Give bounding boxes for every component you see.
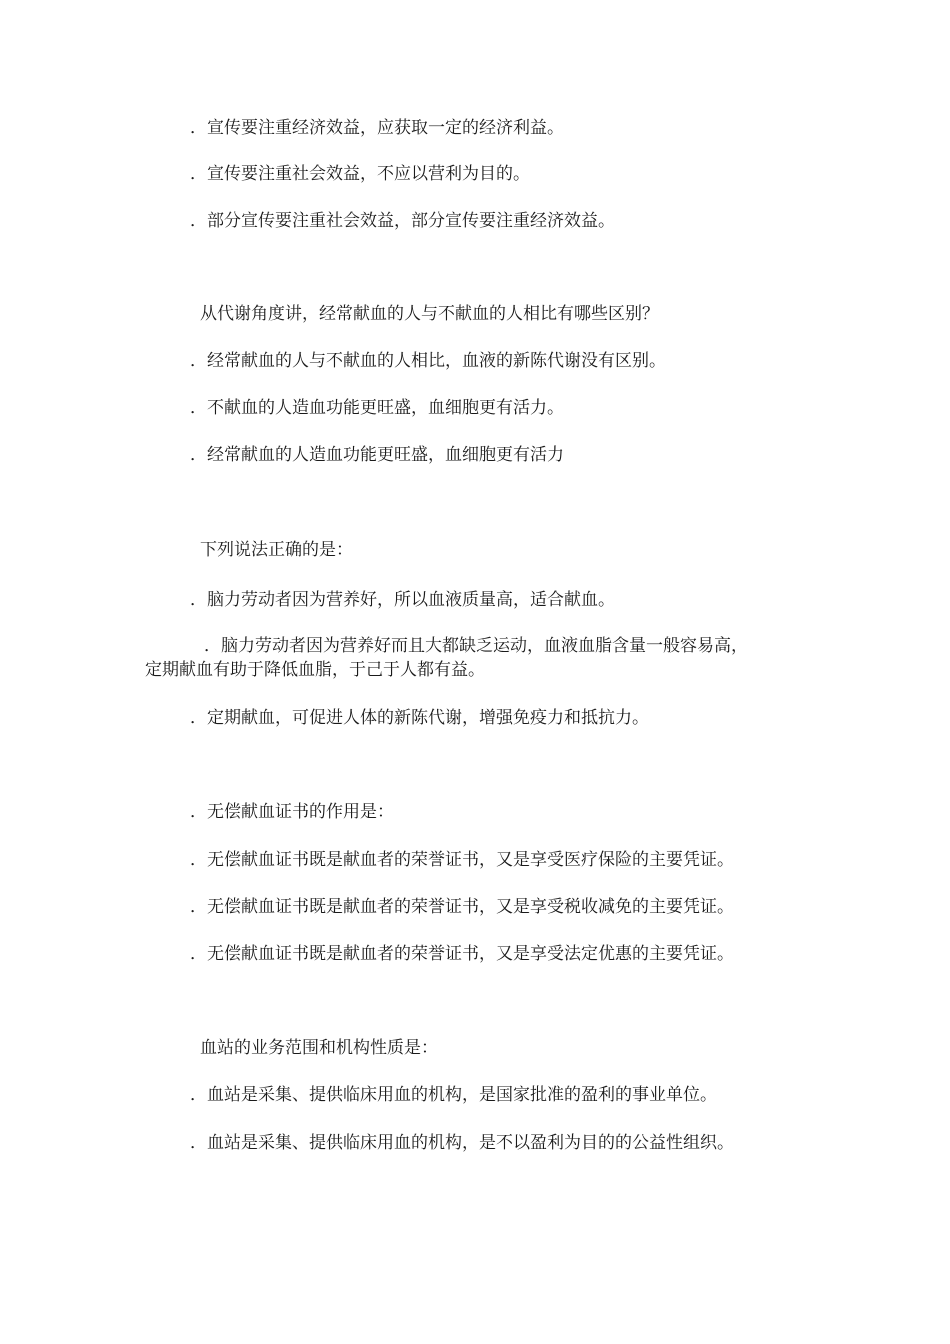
question-line: 血站的业务范围和机构性质是： — [200, 1038, 438, 1058]
option-line: ．部分宣传要注重社会效益，部分宣传要注重经济效益。 — [190, 211, 615, 231]
option-line: ．经常献血的人与不献血的人相比，血液的新陈代谢没有区别。 — [190, 351, 666, 371]
option-line: ．定期献血，可促进人体的新陈代谢，增强免疫力和抵抗力。 — [190, 708, 649, 728]
option-line: ．血站是采集、提供临床用血的机构，是国家批准的盈利的事业单位。 — [190, 1085, 717, 1105]
option-line-continued: 定期献血有助于降低血脂，于己于人都有益。 — [145, 660, 485, 680]
option-line: ．无偿献血证书既是献血者的荣誉证书，又是享受法定优惠的主要凭证。 — [190, 944, 734, 964]
question-line: 下列说法正确的是： — [200, 540, 353, 560]
option-line: ．脑力劳动者因为营养好而且大都缺乏运动，血液血脂含量一般容易高， — [204, 636, 748, 656]
question-line: ．无偿献血证书的作用是： — [190, 802, 394, 822]
option-line: ．无偿献血证书既是献血者的荣誉证书，又是享受医疗保险的主要凭证。 — [190, 850, 734, 870]
option-line: ．经常献血的人造血功能更旺盛，血细胞更有活力 — [190, 445, 564, 465]
option-line: ．宣传要注重经济效益，应获取一定的经济利益。 — [190, 118, 564, 138]
option-line: ．不献血的人造血功能更旺盛，血细胞更有活力。 — [190, 398, 564, 418]
option-line: ．脑力劳动者因为营养好，所以血液质量高，适合献血。 — [190, 590, 615, 610]
question-line: 从代谢角度讲，经常献血的人与不献血的人相比有哪些区别？ — [200, 304, 659, 324]
option-line: ．无偿献血证书既是献血者的荣誉证书，又是享受税收减免的主要凭证。 — [190, 897, 734, 917]
option-line: ．血站是采集、提供临床用血的机构，是不以盈利为目的的公益性组织。 — [190, 1133, 734, 1153]
option-line: ．宣传要注重社会效益，不应以营利为目的。 — [190, 164, 530, 184]
